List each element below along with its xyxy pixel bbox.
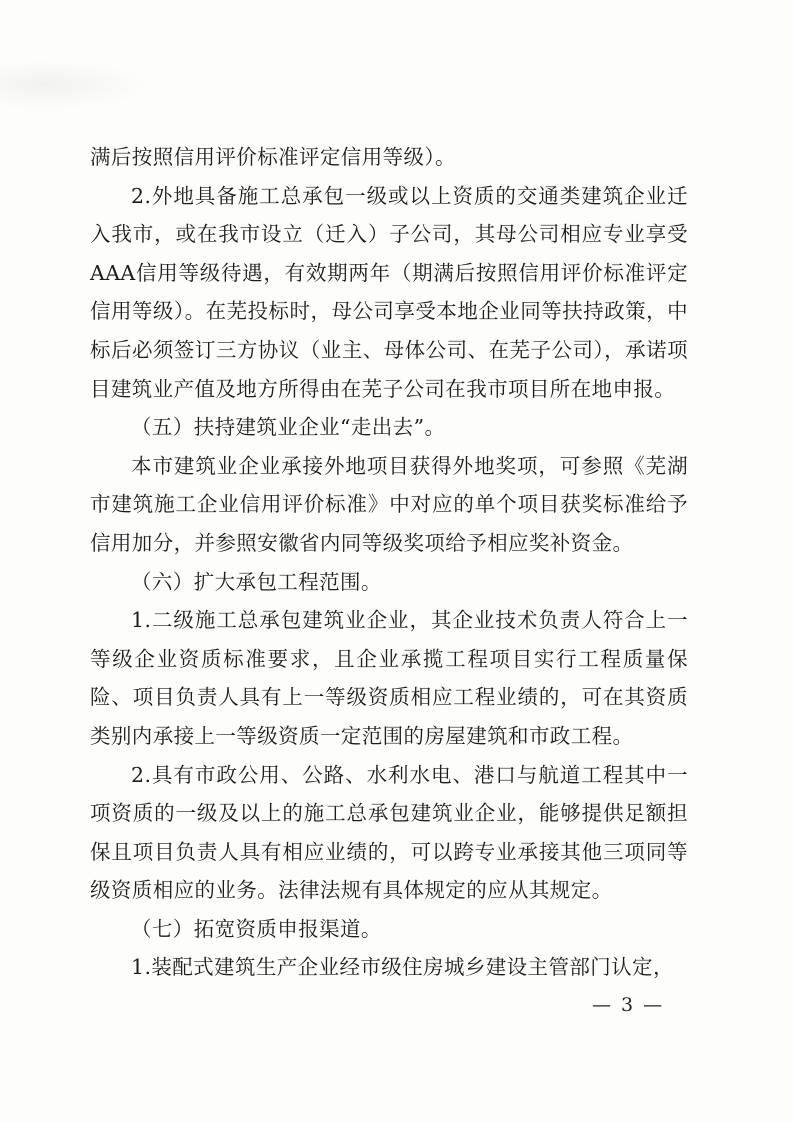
page-number: — 3 — bbox=[592, 994, 665, 1016]
paragraph-continuation: 满后按照信用评价标准评定信用等级）。 bbox=[90, 145, 456, 169]
paragraph-item-1-grade-two: 1.二级施工总承包建筑业企业，其企业技术负责人符合上一等级企业资质标准要求，且企业承揽工程项目实行工程质量保险、项目负责人具有上一等级资质相应工程业绩的，可在其资质类别内承接上一等级资质一定范围的房屋建筑和市政工程。 bbox=[90, 608, 688, 748]
section-heading-5: （五）扶持建筑业企业“走出去”。 bbox=[131, 415, 446, 440]
paragraph-going-out: 本市建筑业企业承接外地项目获得外地奖项，可参照《芜湖市建筑施工企业信用评价标准》中对应的单个项目获奖标准给予信用加分，并参照安徽省内同等级奖项给予相应奖补资金。 bbox=[90, 453, 688, 555]
scan-smudge bbox=[0, 60, 150, 110]
document-body bbox=[90, 138, 688, 987]
section-heading-6: （六）扩大承包工程范围。 bbox=[131, 569, 382, 594]
paragraph-item-2-cross-discipline: 2.具有市政公用、公路、水利水电、港口与航道工程其中一项资质的一级及以上的施工总承包建筑业企业，能够提供足额担保且项目负责人具有相应业绩的，可以跨专业承接其他三项同等级资质相应的业务。法律法规有具体规定的应从其规定。 bbox=[90, 762, 688, 903]
paragraph-item-1-prefab: 1.装配式建筑生产企业经市级住房城乡建设主管部门认定， bbox=[131, 955, 674, 980]
paragraph-item-2-relocation: 2.外地具备施工总承包一级或以上资质的交通类建筑企业迁入我市，或在我市设立（迁入）子公司，其母公司相应专业享受AAA信用等级待遇，有效期两年（期满后按照信用评价标准评定信用等级）。在芜投标时，母公司享受本地企业同等扶持政策，中标后必须签订三方协议（业主、母体公司、在芜子公司），承诺项目建筑业产值及地方所得由在芜子公司在我市项目所在地申报。 bbox=[90, 183, 688, 401]
section-heading-7: （七）拓宽资质申报渠道。 bbox=[131, 916, 382, 941]
